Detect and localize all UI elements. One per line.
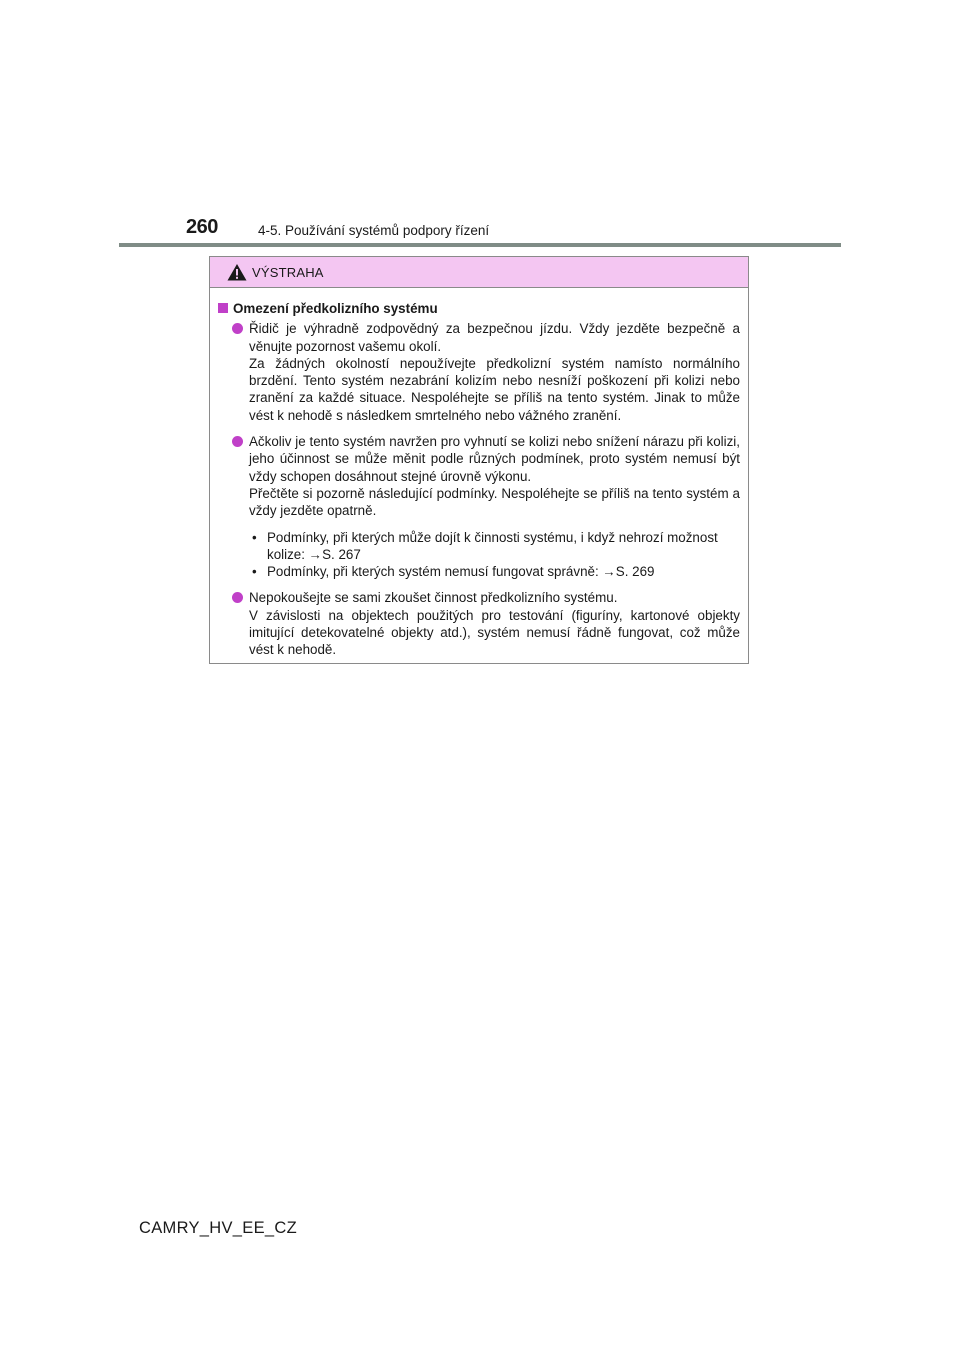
section-title: 4-5. Používání systémů podpory řízení xyxy=(258,223,490,238)
dot-bullet-icon: • xyxy=(252,529,257,545)
section-heading-text: Omezení předkolizního systému xyxy=(233,301,438,316)
warning-box xyxy=(209,256,749,664)
warning-triangle-icon xyxy=(227,263,247,281)
sub-list xyxy=(249,529,740,581)
circle-bullet-icon xyxy=(232,592,243,603)
sub-item-text: Podmínky, při kterých může dojít k činnosti systému, i když nehrozí možnost kolize: →S. 267 xyxy=(267,529,718,562)
warning-title: VÝSTRAHA xyxy=(252,265,324,280)
paragraph: Řidič je výhradně zodpovědný za bezpečnou jízdu. Vždy jezděte bezpečně a věnujte pozornost vašemu okolí. xyxy=(249,321,740,354)
paragraph: Přečtěte si pozorně následující podmínky. Nespoléhejte se příliš na tento systém a vždy jezděte opatrně. xyxy=(249,485,740,519)
footer-code: CAMRY_HV_EE_CZ xyxy=(139,1219,297,1237)
warning-body xyxy=(210,288,748,659)
list-item xyxy=(218,433,740,580)
paragraph: V závislosti na objektech použitých pro testování (figuríny, kartonové objekty imitující detekovatelné objekty atd.), systém nemusí řádně fungovat, což může vést k nehodě. xyxy=(249,607,740,658)
paragraph: Za žádných okolností nepoužívejte předkolizní systém namísto normálního brzdění. Tento systém nezabrání kolizím nebo nesníží poškození při kolizi nebo zranění za každé situace. Nespoléhejte se příliš na tento systém. Jinak to může vést k nehodě s následkem smrtelného nebo vážného zranění. xyxy=(249,355,740,423)
circle-bullet-icon xyxy=(232,436,243,447)
dot-bullet-icon: • xyxy=(252,564,257,580)
list-item xyxy=(218,320,740,424)
warning-header xyxy=(210,257,748,288)
paragraph: Nepokoušejte se sami zkoušet činnost předkolizního systému. xyxy=(249,590,618,606)
paragraph: Ačkoliv je tento systém navržen pro vyhnutí se kolizi nebo snížení nárazu při kolizi, jeho účinnost se může měnit podle různých podmínek, proto systém nemusí být vždy schopen dosáhnout stejné úrovně výkonu. xyxy=(249,434,740,484)
section-heading xyxy=(218,300,740,317)
list-item xyxy=(218,589,740,658)
sub-list-item xyxy=(249,529,740,564)
circle-bullet-icon xyxy=(232,323,243,334)
page-number: 260 xyxy=(186,216,218,238)
sub-item-text: Podmínky, při kterých systém nemusí fungovat správně: →S. 269 xyxy=(267,564,655,580)
square-bullet-icon xyxy=(218,303,228,313)
header-rule xyxy=(119,243,841,247)
sub-list-item xyxy=(249,563,740,580)
